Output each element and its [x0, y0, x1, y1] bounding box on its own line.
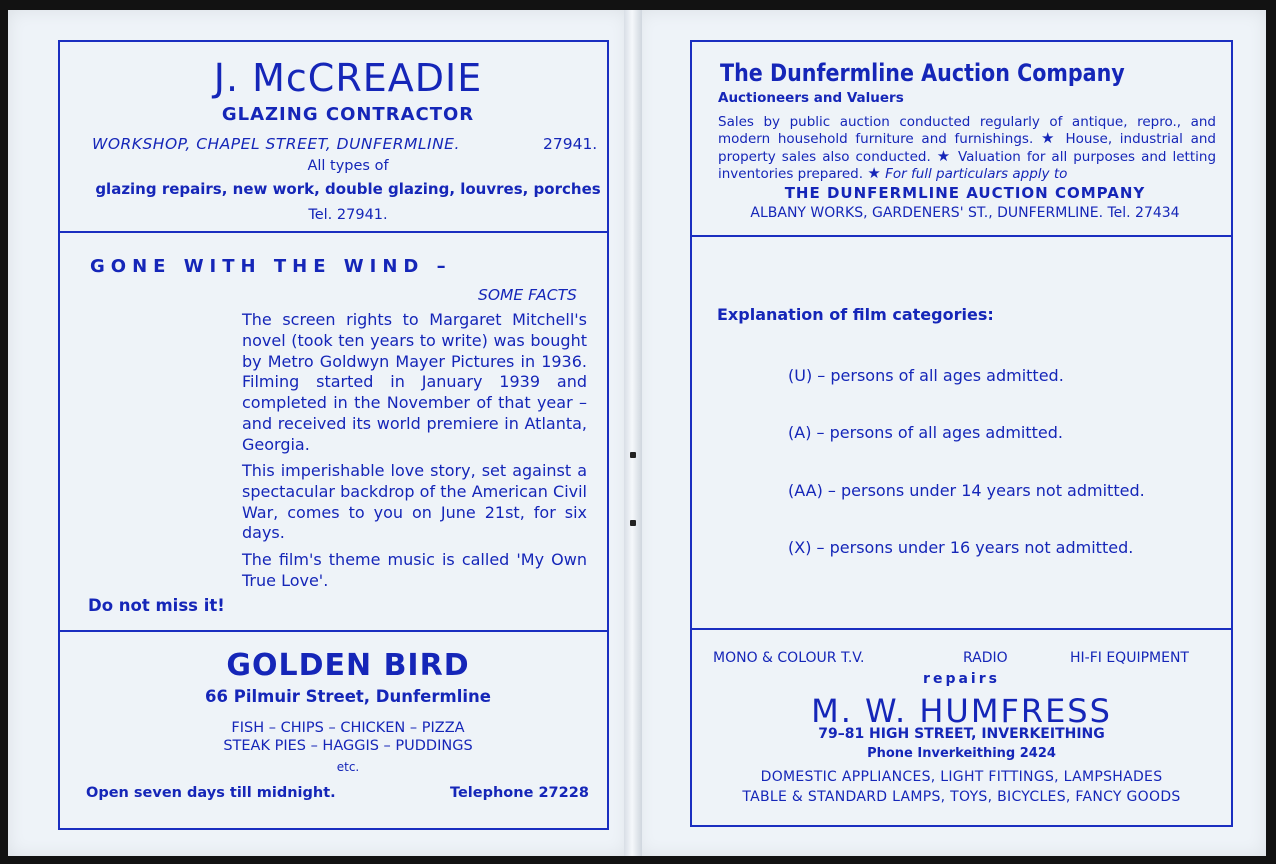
golden-bird-name: GOLDEN BIRD: [226, 648, 470, 683]
humfress-category-tv: MONO & COLOUR T.V.: [713, 650, 865, 666]
left-divider-1: [58, 231, 609, 233]
humfress-phone: Phone Inverkeithing 2424: [867, 746, 1056, 761]
gwtw-title: GONE WITH THE WIND –: [90, 256, 452, 277]
humfress-goods-1: DOMESTIC APPLIANCES, LIGHT FITTINGS, LAMPSHADES: [760, 769, 1163, 785]
auction-text-3: Valuation for all purposes and letting inventories prepared.: [718, 148, 1217, 182]
film-category-item: (U) – persons of all ages admitted.: [788, 366, 1064, 385]
humfress-name: M. W. HUMFRESS: [811, 692, 1112, 730]
auction-description: [718, 114, 1216, 182]
auction-subtitle: Auctioneers and Valuers: [718, 90, 904, 106]
mccreadie-subtitle: GLAZING CONTRACTOR: [221, 104, 475, 125]
auction-text-1: Sales by public auction conducted regularly of antique, repro., and modern household furniture and furnishings.: [718, 114, 1216, 148]
humfress-category-radio: RADIO: [963, 650, 1008, 666]
film-category-item: (X) – persons under 16 years not admitted.: [788, 538, 1134, 557]
right-divider-2: [690, 628, 1233, 630]
humfress-repairs: repairs: [923, 671, 1000, 687]
auction-company-caps: THE DUNFERMLINE AUCTION COMPANY: [784, 184, 1146, 202]
gwtw-subtitle: SOME FACTS: [478, 286, 577, 304]
gwtw-paragraph-1: The screen rights to Margaret Mitchell's novel (took ten years to write) was bought by Metro Goldwyn Mayer Pictures in 1936. Filming started in January 1939 and completed in the November of that year – and received its world premiere in Atlanta, Georgia.: [242, 310, 587, 454]
mccreadie-services: glazing repairs, new work, double glazing, louvres, porches: [95, 180, 601, 198]
golden-bird-address: 66 Pilmuir Street, Dunfermline: [205, 687, 491, 706]
staple-top: [630, 452, 636, 458]
golden-bird-tel: Telephone 27228: [450, 785, 589, 801]
star-icon: ★: [936, 146, 952, 165]
mccreadie-types-intro: All types of: [307, 158, 389, 174]
gwtw-paragraph-2: This imperishable love story, set against a spectacular backdrop of the American Civil War, comes to you on June 21st, for six days.: [242, 461, 587, 543]
auction-name: The Dunfermline Auction Company: [720, 59, 1125, 87]
gwtw-paragraph-3: The film's theme music is called 'My Own True Love'.: [242, 550, 587, 590]
left-divider-2: [58, 630, 609, 632]
golden-bird-menu-1: FISH – CHIPS – CHICKEN – PIZZA: [231, 720, 465, 736]
gwtw-closing: Do not miss it!: [88, 596, 225, 615]
film-category-item: (A) – persons of all ages admitted.: [788, 423, 1064, 442]
star-icon: ★: [1040, 129, 1058, 148]
auction-text-4: For full particulars apply to: [885, 165, 1068, 182]
film-category-item: (AA) – persons under 14 years not admitted.: [788, 481, 1145, 500]
humfress-goods-2: TABLE & STANDARD LAMPS, TOYS, BICYCLES, FANCY GOODS: [742, 789, 1181, 805]
golden-bird-etc: etc.: [336, 760, 360, 774]
right-divider-1: [690, 235, 1233, 237]
auction-text-2: House, industrial and property sales also conducted.: [718, 131, 1216, 165]
humfress-category-hifi: HI-FI EQUIPMENT: [1070, 650, 1189, 666]
staple-bottom: [630, 520, 636, 526]
mccreadie-tel: Tel. 27941.: [308, 207, 388, 223]
mccreadie-workshop: WORKSHOP, CHAPEL STREET, DUNFERMLINE.: [92, 135, 460, 153]
golden-bird-menu-2: STEAK PIES – HAGGIS – PUDDINGS: [223, 738, 473, 754]
auction-address: ALBANY WORKS, GARDENERS' ST., DUNFERMLINE. Tel. 27434: [750, 205, 1180, 221]
mccreadie-name: J. McCREADIE: [213, 56, 483, 100]
mccreadie-workshop-tel: 27941.: [543, 135, 598, 153]
film-categories-title: Explanation of film categories:: [717, 305, 994, 324]
star-icon: ★: [867, 163, 881, 182]
humfress-address: 79–81 HIGH STREET, INVERKEITHING: [818, 726, 1105, 742]
golden-bird-hours: Open seven days till midnight.: [86, 785, 336, 801]
